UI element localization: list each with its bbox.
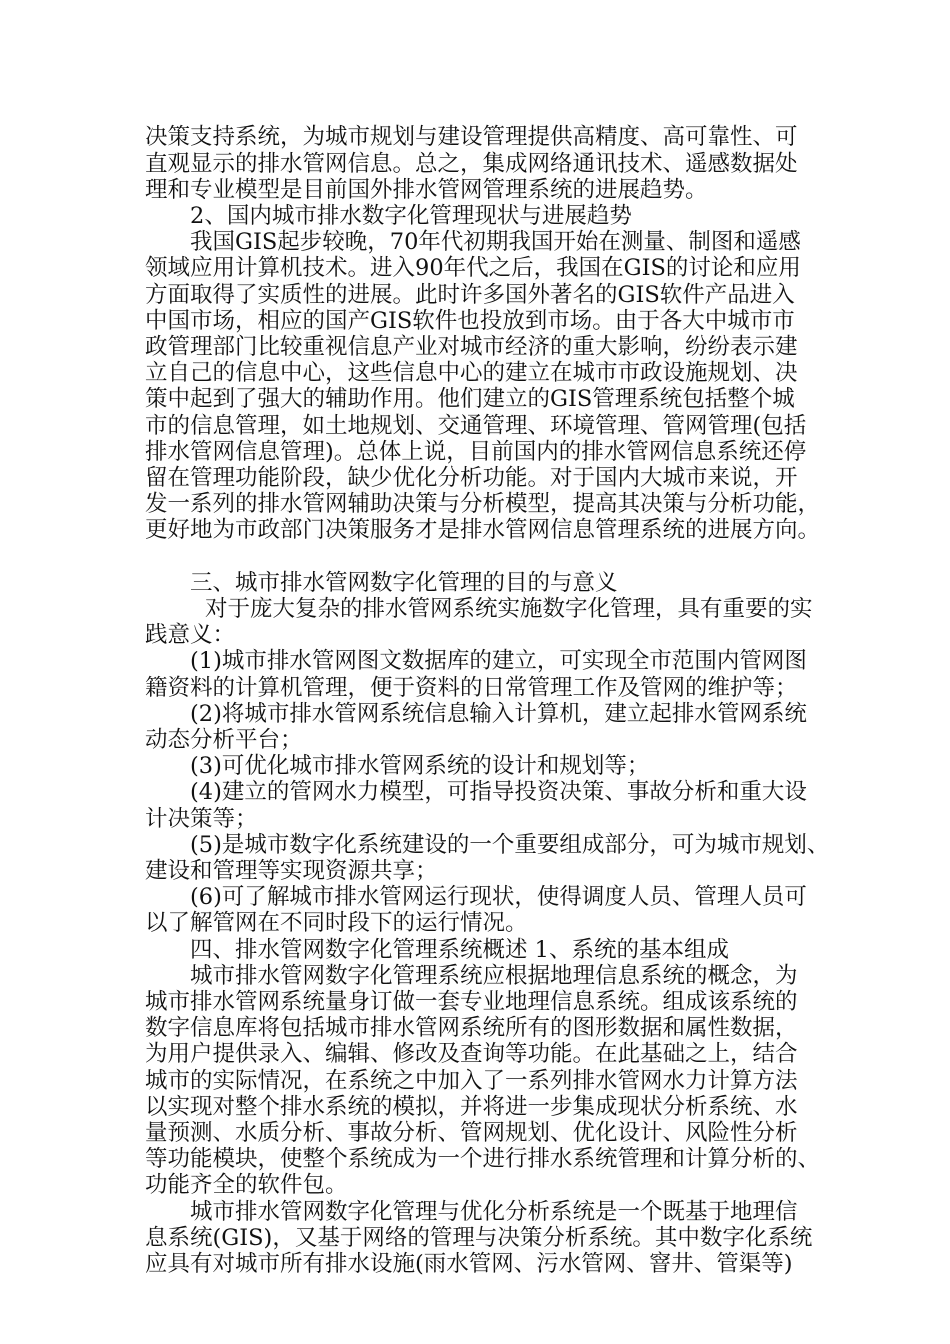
text-line: 立自己的信息中心，这些信息中心的建立在城市市政设施规划、决 [145, 360, 798, 386]
list-item: (1)城市排水管网图文数据库的建立，可实现全市范围内管网图 [190, 648, 807, 674]
text-line: 城市的实际情况，在系统之中加入了一系列排水管网水力计算方法 [145, 1068, 798, 1094]
text-line: 直观显示的排水管网信息。总之，集成网络通讯技术、遥感数据处 [145, 151, 798, 177]
text-line: 策中起到了强大的辅助作用。他们建立的GIS管理系统包括整个城 [145, 386, 795, 412]
text-line: 市的信息管理，如土地规划、交通管理、环境管理、管网管理(包括 [145, 413, 807, 439]
text-line: 以实现对整个排水系统的模拟，并将进一步集成现状分析系统、水 [145, 1094, 798, 1120]
list-item: (6)可了解城市排水管网运行现状，使得调度人员、管理人员可 [190, 884, 807, 910]
text-line: 决策支持系统，为城市规划与建设管理提供高精度、高可靠性、可 [145, 124, 798, 150]
text-line: 方面取得了实质性的进展。此时许多国外著名的GIS软件产品进入 [145, 282, 795, 308]
text-line: 我国GIS起步较晚，70年代初期我国开始在测量、制图和遥感 [190, 229, 801, 255]
list-item: (2)将城市排水管网系统信息输入计算机，建立起排水管网系统 [190, 701, 807, 727]
text-line: 功能齐全的软件包。 [145, 1172, 348, 1198]
text-line: 城市排水管网数字化管理系统应根据地理信息系统的概念，为 [190, 963, 798, 989]
section-heading: 三、城市排水管网数字化管理的目的与意义 [190, 570, 618, 596]
list-item: (3)可优化城市排水管网系统的设计和规划等； [190, 753, 650, 779]
text-line: 更好地为市政部门决策服务才是排水管网信息管理系统的进展方向。 [145, 517, 821, 543]
text-line: 践意义： [145, 622, 236, 648]
text-line: 排水管网信息管理)。总体上说，目前国内的排水管网信息系统还停 [145, 439, 807, 465]
text-line: 为用户提供录入、编辑、修改及查询等功能。在此基础之上，结合 [145, 1041, 798, 1067]
text-line: 留在管理功能阶段，缺少优化分析功能。对于国内大城市来说，开 [145, 465, 798, 491]
text-line: 以了解管网在不同时段下的运行情况。 [145, 910, 528, 936]
text-line: 籍资料的计算机管理，便于资料的日常管理工作及管网的维护等； [145, 675, 798, 701]
text-line: 对于庞大复杂的排水管网系统实施数字化管理，具有重要的实 [205, 596, 813, 622]
text-line: 发一系列的排水管网辅助决策与分析模型，提高其决策与分析功能， [145, 491, 821, 517]
text-line: 量预测、水质分析、事故分析、管网规划、优化设计、风险性分析 [145, 1120, 798, 1146]
text-line: 等功能模块，使整个系统成为一个进行排水系统管理和计算分析的、 [145, 1146, 821, 1172]
text-line: 政管理部门比较重视信息产业对城市经济的重大影响，纷纷表示建 [145, 334, 798, 360]
text-line: 中国市场，相应的国产GIS软件也投放到市场。由于各大中城市市 [145, 308, 795, 334]
text-line: 领域应用计算机技术。进入90年代之后，我国在GIS的讨论和应用 [145, 255, 801, 281]
text-line: 息系统(GIS)，又基于网络的管理与决策分析系统。其中数字化系统 [145, 1225, 813, 1251]
text-line: 理和专业模型是目前国外排水管网管理系统的进展趋势。 [145, 177, 708, 203]
list-item: (4)建立的管网水力模型，可指导投资决策、事故分析和重大设 [190, 779, 807, 805]
section-heading: 四、排水管网数字化管理系统概述 1、系统的基本组成 [190, 937, 729, 963]
text-line: 城市排水管网系统量身订做一套专业地理信息系统。组成该系统的 [145, 989, 798, 1015]
section-heading: 2、国内城市排水数字化管理现状与进展趋势 [190, 203, 632, 229]
text-line: 建设和管理等实现资源共享； [145, 858, 438, 884]
text-line: 动态分析平台； [145, 727, 303, 753]
text-line: 数字信息库将包括城市排水管网系统所有的图形数据和属性数据， [145, 1015, 798, 1041]
text-line: 城市排水管网数字化管理与优化分析系统是一个既基于地理信 [190, 1199, 798, 1225]
list-item: (5)是城市数字化系统建设的一个重要组成部分，可为城市规划、 [190, 832, 830, 858]
text-line: 计决策等； [145, 806, 258, 832]
text-line: 应具有对城市所有排水设施(雨水管网、污水管网、窨井、管渠等) [145, 1251, 793, 1277]
